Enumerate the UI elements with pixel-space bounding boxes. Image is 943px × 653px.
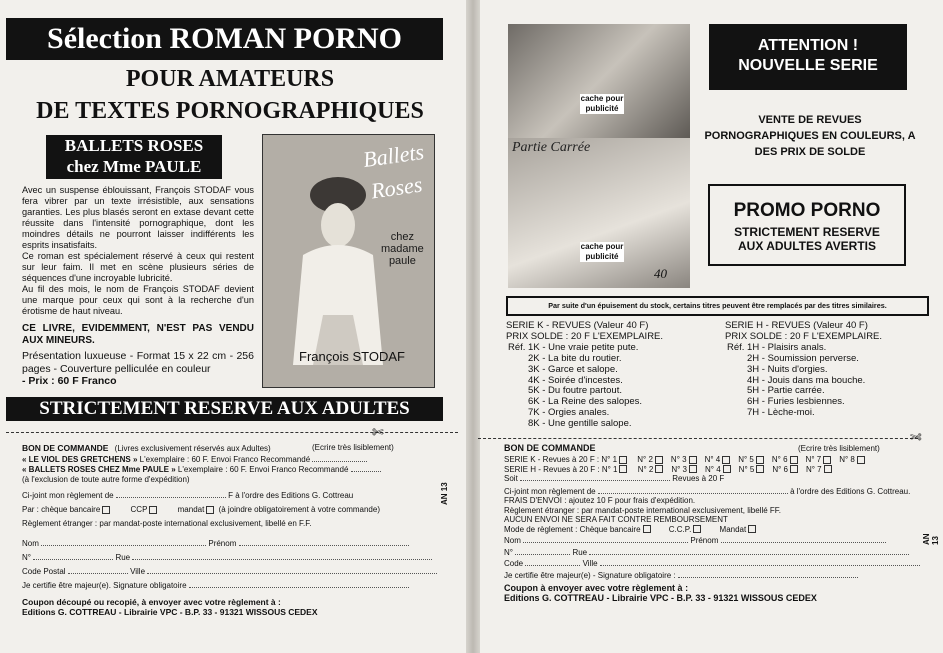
series-item: 3H - Nuits d'orgies.	[747, 363, 828, 375]
series-k	[506, 321, 716, 430]
series-item: 5K - Du foutre partout.	[528, 385, 622, 397]
pay-mandat-right: Mandat	[719, 524, 747, 534]
no-field-right[interactable]	[515, 554, 570, 555]
series-item: 7K - Orgies anales.	[528, 407, 610, 419]
series-item: 7H - Lèche-moi.	[747, 407, 815, 419]
form-note-right: (Ecrire très lisiblement)	[798, 444, 880, 453]
item-1-qty-field[interactable]	[312, 461, 367, 462]
foreign-right: Règlement étranger : par mandat-poste international exclusivement, libellé FF.	[504, 505, 782, 515]
nom-label-right: Nom	[504, 536, 521, 545]
soit-row	[504, 474, 934, 484]
coupon-1: Coupon découpé ou recopié, à envoyer avec votre règlement à :	[22, 597, 281, 607]
soit-end: Revues à 20 F	[672, 474, 725, 483]
ville-label-right: Ville	[582, 559, 598, 568]
payment-method-row	[22, 505, 452, 515]
item-1-name: « LE VIOL DES GRETCHENS »	[22, 455, 138, 464]
payment-order-right: à l'ordre des Editions G. Cottreau.	[790, 486, 911, 496]
signature-field[interactable]	[189, 587, 409, 588]
magazine-number: 40	[654, 266, 667, 281]
price-text: - Prix : 60 F Franco	[22, 375, 117, 387]
rue-field[interactable]	[132, 559, 432, 560]
number-checkbox[interactable]	[790, 465, 798, 473]
cover-side-3: paule	[388, 255, 416, 267]
series-k-price: PRIX SOLDE : 20 F L'EXEMPLAIRE.	[506, 330, 664, 342]
cheque-checkbox[interactable]	[102, 506, 110, 514]
sale-text: VENTE DE REVUES PORNOGRAPHIQUES EN COULEURS, A DES PRIX DE SOLDE	[704, 114, 916, 158]
pay-mode-row	[504, 525, 934, 535]
ville-field-right[interactable]	[600, 565, 920, 566]
series-item: 6K - La Reine des salopes.	[528, 396, 643, 408]
number-checkbox[interactable]	[689, 456, 697, 464]
order-item-2[interactable]	[22, 465, 452, 475]
payment-amount-field[interactable]	[116, 497, 226, 498]
ville-field[interactable]	[147, 573, 437, 574]
serie-h-line: SERIE H - Revues à 20 F : N° 1	[504, 464, 618, 474]
form-title-right: BON DE COMMANDE	[504, 443, 596, 453]
scissors-icon-right: ✄	[910, 429, 922, 445]
reserve-banner: STRICTEMENT RESERVE AUX ADULTES	[6, 397, 443, 421]
series-item: 2H - Soumission perverse.	[747, 352, 859, 364]
cp-field[interactable]	[68, 573, 128, 574]
left-page	[0, 0, 468, 653]
description-para-1: Avec un suspense éblouissant, François STODAF vous fera vibrer par un texte irrésistible, aux sensations garanties. Les plus blasés seront en extase devant cette réussite dans l'intensité pornographique, dont les moindres détails ne pourront laisser indifférents les esprits insatisfaits.	[22, 185, 254, 250]
pay-cheque-label: Par : chèque bancaire	[22, 505, 101, 514]
certify-row	[22, 581, 452, 591]
field-ville-label: Ville	[130, 567, 146, 576]
description-para-3: Au fil des mois, le nom de François STODAF devient une marque pour ceux qui sont à la recherche d'un érotisme de haut niveau.	[22, 284, 254, 316]
series-h-price: PRIX SOLDE : 20 F L'EXEMPLAIRE.	[725, 330, 883, 342]
cover-side-1: chez	[390, 231, 415, 243]
rue-field-right[interactable]	[589, 554, 909, 555]
number-label: N° 5	[738, 464, 755, 474]
pay-ccp-label: CCP	[130, 505, 148, 514]
attention-2: NOUVELLE SERIE	[738, 57, 878, 74]
pay-ccp-right: C.C.P.	[668, 524, 692, 534]
prenom-field[interactable]	[239, 545, 409, 546]
attention-banner	[709, 24, 907, 90]
pay-mode-label: Mode de règlement : Chèque bancaire	[504, 524, 641, 534]
form-note-2: (Ecrire très lisiblement)	[312, 443, 394, 452]
number-label: N° 6	[771, 455, 788, 464]
serie-k-boxes	[631, 455, 867, 464]
address-row-right	[504, 548, 934, 558]
cover-script-1: Ballets	[361, 138, 426, 173]
subtitle-1: POUR AMATEURS	[125, 66, 335, 92]
promo-sub-2: AUX ADULTES AVERTIS	[737, 239, 876, 253]
certify-text: Je certifie être majeur(e). Signature obligatoire	[22, 581, 187, 590]
certify-row-right	[504, 571, 934, 581]
scissors-icon: ✄	[372, 424, 384, 440]
series-h-list	[725, 343, 935, 419]
name-row-right	[504, 536, 934, 546]
address-row	[22, 553, 452, 563]
city-row-right	[504, 559, 934, 569]
ref-code-left: AN 13	[440, 482, 449, 505]
mandat-checkbox[interactable]	[206, 506, 214, 514]
number-checkbox[interactable]	[823, 456, 831, 464]
series-h-title: SERIE H - REVUES (Valeur 40 F)	[725, 320, 868, 331]
order-form-right	[504, 444, 934, 603]
field-prenom-label: Prénom	[208, 539, 237, 548]
series-item: 3K - Garce et salope.	[528, 363, 618, 375]
series-item: Réf. 1K - Une vraie petite pute.	[508, 341, 639, 353]
signature-field-right[interactable]	[678, 577, 858, 578]
field-cp-label: Code Postal	[22, 567, 66, 576]
payment-order: F à l'ordre des Editions G. Cottreau	[228, 491, 354, 500]
item-2-name: « BALLETS ROSES CHEZ Mme PAULE »	[22, 465, 176, 474]
cut-line-left	[6, 432, 458, 433]
cover-side-text	[381, 231, 424, 267]
attention-1: ATTENTION !	[757, 37, 859, 54]
soit-label: Soit	[504, 474, 518, 483]
order-form-left	[22, 443, 452, 617]
serie-k-line: SERIE K - Revues à 20 F : N° 1	[504, 455, 618, 464]
stock-notice: Par suite d'un épuisement du stock, certains titres peuvent être remplacés par des titres similaires.	[506, 296, 929, 316]
photo-top	[508, 24, 690, 138]
payment-line-right: Ci-joint mon règlement de	[504, 486, 596, 496]
number-label: N° 2	[637, 455, 653, 464]
pay-mandat-note: (à joindre obligatoirement à votre commande)	[218, 505, 380, 514]
code-label-right: Code	[504, 559, 524, 568]
ccp-checkbox[interactable]	[149, 506, 157, 514]
city-row	[22, 567, 452, 577]
nom-field[interactable]	[41, 545, 206, 546]
mandat-checkbox-right[interactable]	[748, 525, 756, 533]
number-checkbox[interactable]	[824, 465, 832, 473]
presentation-text: Présentation luxueuse - Format 15 x 22 cm - 256 pages - Couverture pelliculée en couleur	[22, 350, 254, 375]
serie-k-1-checkbox[interactable]	[619, 456, 627, 464]
series-item: 5H - Partie carrée.	[747, 385, 825, 397]
promo-box	[708, 184, 906, 266]
book-title-banner	[46, 135, 222, 179]
pay-mandat-label: mandat	[177, 505, 205, 514]
number-checkbox[interactable]	[857, 456, 865, 464]
header-banner: Sélection ROMAN PORNO	[6, 18, 443, 60]
book-description	[22, 185, 254, 387]
field-nom-label: Nom	[22, 539, 39, 548]
number-label: N° 3	[671, 464, 688, 474]
description-para-2: Ce roman est spécialement réservé à ceux qui restent sur leur faim. Il met en scène plusieurs séries de séquences d'une incroyable lubricité.	[22, 251, 254, 283]
item-note: (à l'exclusion de toute autre forme d'expédition)	[22, 475, 190, 484]
coupon-1-right: Coupon à envoyer avec votre règlement à :	[504, 583, 689, 593]
minors-note: CE LIVRE, EVIDEMMENT, N'EST PAS VENDU AUX MINEURS.	[22, 323, 254, 346]
series-item: 2K - La bite du routier.	[528, 352, 622, 364]
form-title: BON DE COMMANDE	[22, 443, 109, 453]
item-2-qty-field[interactable]	[351, 471, 381, 472]
form-note-1: (Livres exclusivement réservés aux Adultes)	[114, 444, 271, 453]
no-label-right: N°	[504, 547, 513, 557]
promo-sub-1: STRICTEMENT RESERVE	[734, 225, 880, 239]
payment-row-right	[504, 487, 934, 497]
form-header-row-right	[504, 444, 934, 455]
item-2-price: L'exemplaire : 60 F. Envoi Franco Recommandé	[177, 465, 349, 474]
number-label: N° 4	[704, 455, 721, 464]
coupon-2: Editions G. COTTREAU - Librairie VPC - B.P. 33 - 91321 WISSOUS CEDEX	[22, 607, 318, 617]
series-item: Réf. 1H - Plaisirs anals.	[727, 341, 827, 353]
cover-script-2: Roses	[369, 171, 424, 204]
cover-side-2: madame	[381, 243, 424, 255]
number-checkbox[interactable]	[723, 465, 731, 473]
ref-code-right: AN 13	[922, 533, 940, 545]
photo-caption-2: cache pour publicité	[580, 242, 624, 261]
book-title-2: chez Mme PAULE	[66, 157, 202, 176]
number-checkbox[interactable]	[722, 456, 730, 464]
foreign-payment: Règlement étranger : par mandat-poste international exclusivement, libellé en F.F.	[22, 519, 312, 528]
series-item: 4H - Jouis dans ma bouche.	[747, 374, 866, 386]
number-label: N° 3	[670, 455, 687, 464]
payment-line: Ci-joint mon règlement de	[22, 491, 114, 500]
photo-bottom	[508, 138, 690, 288]
number-checkbox[interactable]	[655, 465, 663, 473]
series-item: 8K - Une gentille salope.	[528, 418, 632, 430]
series-h	[725, 321, 935, 419]
soit-field[interactable]	[520, 480, 670, 481]
series-k-list	[506, 343, 716, 430]
item-1-price: L'exemplaire : 60 F. Envoi Franco Recommandé	[139, 455, 311, 464]
right-page	[478, 0, 943, 653]
code-field-right[interactable]	[525, 565, 580, 566]
number-checkbox[interactable]	[756, 456, 764, 464]
order-item-1[interactable]	[22, 455, 452, 465]
field-rue-label: Rue	[115, 553, 131, 562]
name-row	[22, 539, 452, 549]
number-checkbox[interactable]	[756, 465, 764, 473]
number-checkbox[interactable]	[689, 465, 697, 473]
series-k-title: SERIE K - REVUES (Valeur 40 F)	[506, 320, 649, 331]
frais-envoi: FRAIS D'ENVOI : ajoutez 10 F pour frais d'expédition.	[504, 496, 696, 505]
field-no-label: N°	[22, 553, 31, 562]
cheque-checkbox-right[interactable]	[643, 525, 651, 533]
cut-line-right	[478, 438, 918, 439]
payment-row	[22, 491, 452, 501]
coupon-2-right: Editions G. COTTREAU - Librairie VPC - B.P. 33 - 91321 WISSOUS CEDEX	[504, 592, 817, 603]
number-checkbox[interactable]	[655, 456, 663, 464]
no-field[interactable]	[33, 559, 113, 560]
number-label: N° 5	[738, 455, 754, 464]
serie-h-order-row[interactable]	[504, 465, 934, 475]
nom-field-right[interactable]	[523, 542, 688, 543]
ccp-checkbox-right[interactable]	[693, 525, 701, 533]
prenom-field-right[interactable]	[721, 542, 886, 543]
photo-caption-1: cache pour publicité	[580, 94, 624, 113]
number-label: N° 7	[805, 464, 822, 474]
payment-field-right[interactable]	[598, 493, 788, 494]
magazine-title: Partie Carrée	[512, 140, 591, 155]
serie-k-order-row[interactable]	[504, 455, 934, 465]
series-item: 6H - Furies lesbiennes.	[747, 396, 845, 408]
subtitle-2: DE TEXTES PORNOGRAPHIQUES	[36, 98, 424, 124]
rue-label-right: Rue	[572, 547, 588, 557]
cover-author: François STODAF	[299, 349, 405, 364]
promo-title: PROMO PORNO	[733, 200, 881, 221]
serie-h-boxes	[632, 465, 834, 474]
number-checkbox[interactable]	[790, 456, 798, 464]
form-header-row	[22, 443, 452, 455]
serie-h-1-checkbox[interactable]	[619, 465, 627, 473]
number-label: N° 8	[839, 455, 855, 464]
book-title-1: BALLETS ROSES	[64, 136, 204, 155]
series-item: 4K - Soirée d'incestes.	[528, 374, 623, 386]
book-cover	[262, 134, 435, 388]
number-label: N° 6	[772, 464, 788, 474]
number-label: N° 7	[805, 455, 822, 464]
number-label: N° 4	[705, 464, 721, 474]
prenom-label-right: Prénom	[690, 536, 719, 545]
no-cod: AUCUN ENVOI NE SERA FAIT CONTRE REMBOURSEMENT	[504, 515, 728, 524]
certify-right: Je certifie être majeur(e) - Signature obligatoire :	[504, 570, 676, 580]
number-label: N° 2	[637, 464, 654, 474]
